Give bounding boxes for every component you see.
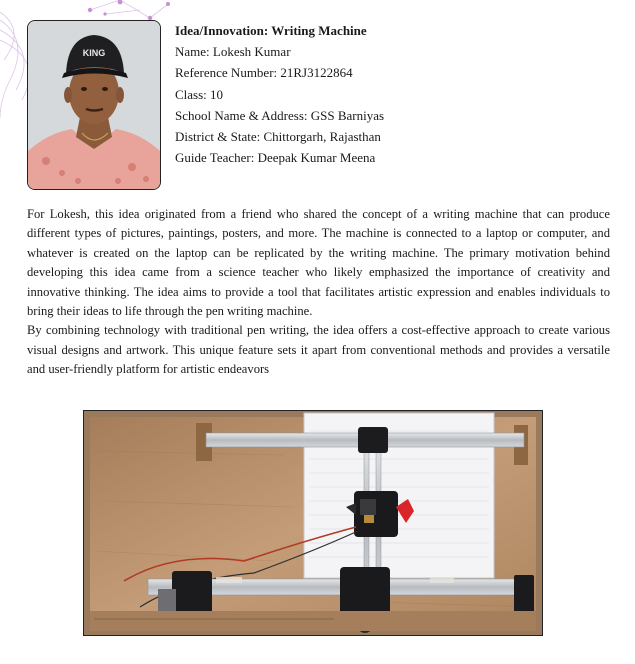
description-paragraph-1: For Lokesh, this idea originated from a friend who shared the concept of a writing machine that can produce different types of pictures, paintings, posters, and more. The machine is connected to a laptop or computer, and whatever is created on the laptop can be replicated by the writing machine. The primary motivation behind developing this idea came from a science teacher who likely emphasized the importance of creativity and innovative thinking. The idea aims to provide a tool that facilitates artistic expression and enables individuals to bring their ideas to life through the pen writing machine. <box>27 207 610 319</box>
profile-info <box>175 20 384 168</box>
district-state: District & State: Chittorgarh, Rajasthan <box>175 129 381 145</box>
reference-number: Reference Number: 21RJ3122864 <box>175 65 353 81</box>
cap-logo: KING <box>82 48 106 58</box>
description-paragraph-2: By combining technology with traditional pen writing, the idea offers a cost-effective approach to create various visual designs and artwork. This unique feature sets it apart from conventional methods and provides a versatile and user-friendly platform for artistic endeavors <box>27 323 610 377</box>
student-photo <box>27 20 161 190</box>
idea-title: Idea/Innovation: Writing Machine <box>175 23 367 38</box>
guide-teacher: Guide Teacher: Deepak Kumar Meena <box>175 150 376 166</box>
idea-description <box>27 205 610 380</box>
student-name: Name: Lokesh Kumar <box>175 44 291 60</box>
writing-machine-photo <box>83 410 543 636</box>
school-address: School Name & Address: GSS Barniyas <box>175 107 385 123</box>
student-class: Class: 10 <box>175 86 224 102</box>
